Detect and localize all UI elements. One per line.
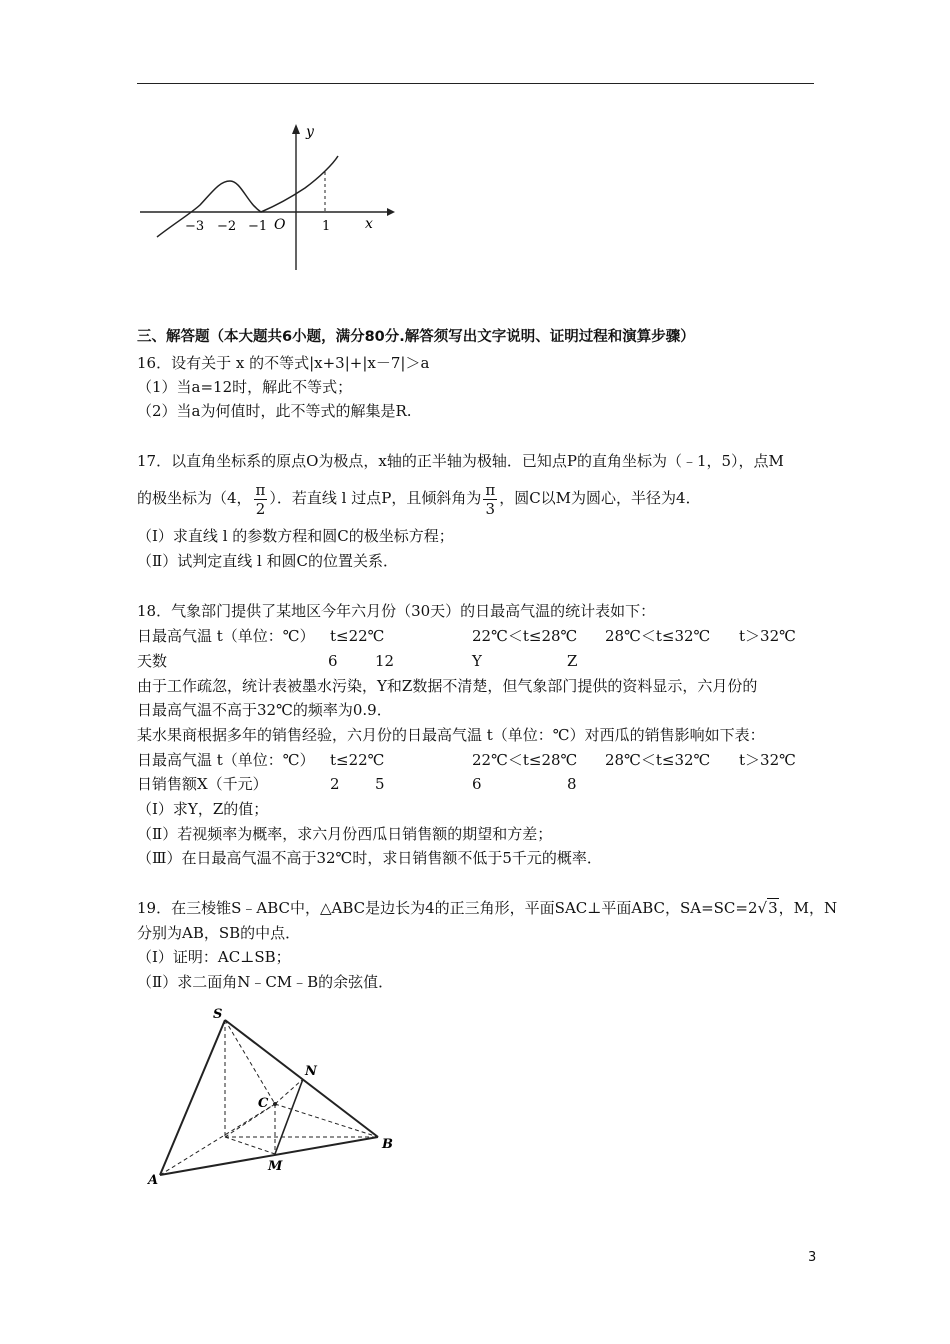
graph-y-label: y — [306, 124, 314, 140]
pyramid-figure — [140, 1000, 410, 1190]
q17-part1: （Ⅰ）求直线 l 的参数方程和圆C的极坐标方程； — [137, 527, 454, 545]
q18-part2: （Ⅱ）若视频率为概率，求六月份西瓜日销售额的期望和方差； — [137, 825, 553, 843]
table2-row-cell: 日销售额X（千元） — [137, 775, 268, 793]
graph-tick-label: −2 — [217, 219, 237, 234]
fraction-numerator: π — [485, 480, 496, 499]
table1-row-cell: 12 — [375, 652, 395, 670]
q18-para2: 某水果商根据多年的销售经验，六月份的日最高气温 t（单位：℃）对西瓜的销售影响如下表： — [137, 726, 765, 744]
table2-header-cell: t≤22℃ — [330, 751, 385, 769]
fraction — [254, 481, 268, 518]
fraction — [483, 481, 497, 518]
table2-row-cell: 2 — [330, 775, 340, 793]
vertex-label-b: B — [382, 1137, 393, 1152]
vertex-label-n: N — [305, 1064, 317, 1079]
fraction-denominator: 2 — [255, 499, 266, 518]
table2-header-cell: 日最高气温 t（单位：℃） — [137, 751, 315, 769]
section-title: 三、解答题（本大题共6小题，满分80分.解答须写出文字说明、证明过程和演算步骤） — [137, 329, 695, 345]
sqrt-coefficient: 2 — [747, 899, 758, 917]
q16-stem: 16．设有关于 x 的不等式|x+3|+|x－7|＞a — [137, 354, 430, 372]
vertex-label-s: S — [213, 1007, 223, 1022]
q17-line2-a: 的极坐标为（4， — [137, 489, 252, 507]
q19-line2: 分别为AB，SB的中点． — [137, 924, 301, 942]
table1-row-cell: Z — [567, 652, 578, 670]
table1-header-cell: t≤22℃ — [330, 627, 385, 645]
graph-x-label: x — [365, 216, 373, 232]
graph-origin-label: O — [274, 217, 286, 233]
table2-row-cell: 5 — [375, 775, 385, 793]
table1-row-cell: 6 — [328, 652, 338, 670]
table1-header-cell: 28℃＜t≤32℃ — [605, 627, 711, 645]
q19-line1-a: 19．在三棱锥S﹣ABC中，△ABC是边长为4的正三角形，平面SAC⊥平面ABC，SA=SC= — [137, 899, 748, 917]
graph-tick-label: −3 — [185, 219, 205, 234]
table2-row-cell: 8 — [567, 775, 577, 793]
q18-part3: （Ⅲ）在日最高气温不高于32℃时，求日销售额不低于5千元的概率． — [137, 849, 602, 867]
q18-intro: 18．气象部门提供了某地区今年六月份（30天）的日最高气温的统计表如下： — [137, 602, 656, 620]
table1-row-cell: 天数 — [137, 652, 168, 670]
q17-line1: 17．以直角坐标系的原点O为极点，x轴的正半轴为极轴．已知点P的直角坐标为（﹣1，5），点M — [137, 452, 784, 470]
graph-tick-label: 1 — [322, 219, 331, 234]
vertex-label-a: A — [148, 1173, 159, 1188]
fraction-denominator: 3 — [485, 499, 496, 518]
sqrt-expression: 2√3 — [747, 899, 778, 917]
vertex-label-c: C — [258, 1096, 269, 1111]
table2-header-cell: t＞32℃ — [739, 751, 796, 769]
q17-line2-c: ，圆C以M为圆心，半径为4． — [499, 489, 701, 507]
q18-part1: （Ⅰ）求Y，Z的值； — [137, 800, 269, 818]
graph-tick-label: −1 — [248, 219, 268, 234]
q17-line2-b: ）．若直线 l 过点P，且倾斜角为 — [269, 489, 482, 507]
table2-header-cell: 28℃＜t≤32℃ — [605, 751, 711, 769]
table1-header-cell: 22℃＜t≤28℃ — [472, 627, 578, 645]
vertex-label-m: M — [268, 1159, 283, 1174]
fraction-numerator: π — [255, 480, 266, 499]
q17-line2 — [137, 478, 701, 518]
q16-part1: （1）当a=12时，解此不等式； — [137, 378, 353, 396]
q19-part2: （Ⅱ）求二面角N﹣CM﹣B的余弦值． — [137, 973, 394, 991]
table2-row-cell: 6 — [472, 775, 482, 793]
q19-line1-b: ，M，N — [778, 899, 838, 917]
q18-para1-line2: 日最高气温不高于32℃的频率为0.9． — [137, 701, 392, 719]
table2-header-cell: 22℃＜t≤28℃ — [472, 751, 578, 769]
table1-row-cell: Y — [472, 652, 482, 670]
header-rule — [137, 83, 814, 84]
function-graph — [135, 118, 395, 278]
table1-header-cell: t＞32℃ — [739, 627, 796, 645]
table1-header-cell: 日最高气温 t（单位：℃） — [137, 627, 315, 645]
q19-part1: （Ⅰ）证明：AC⊥SB； — [137, 948, 291, 966]
page-number: 3 — [808, 1250, 817, 1265]
sqrt-radicand: 3 — [768, 899, 778, 917]
q19-line1 — [137, 897, 837, 919]
q18-para1-line1: 由于工作疏忽，统计表被墨水污染，Y和Z数据不清楚，但气象部门提供的资料显示，六月份的 — [137, 677, 758, 695]
q16-part2: （2）当a为何值时，此不等式的解集是R. — [137, 402, 412, 420]
q17-part2: （Ⅱ）试判定直线 l 和圆C的位置关系． — [137, 552, 399, 570]
